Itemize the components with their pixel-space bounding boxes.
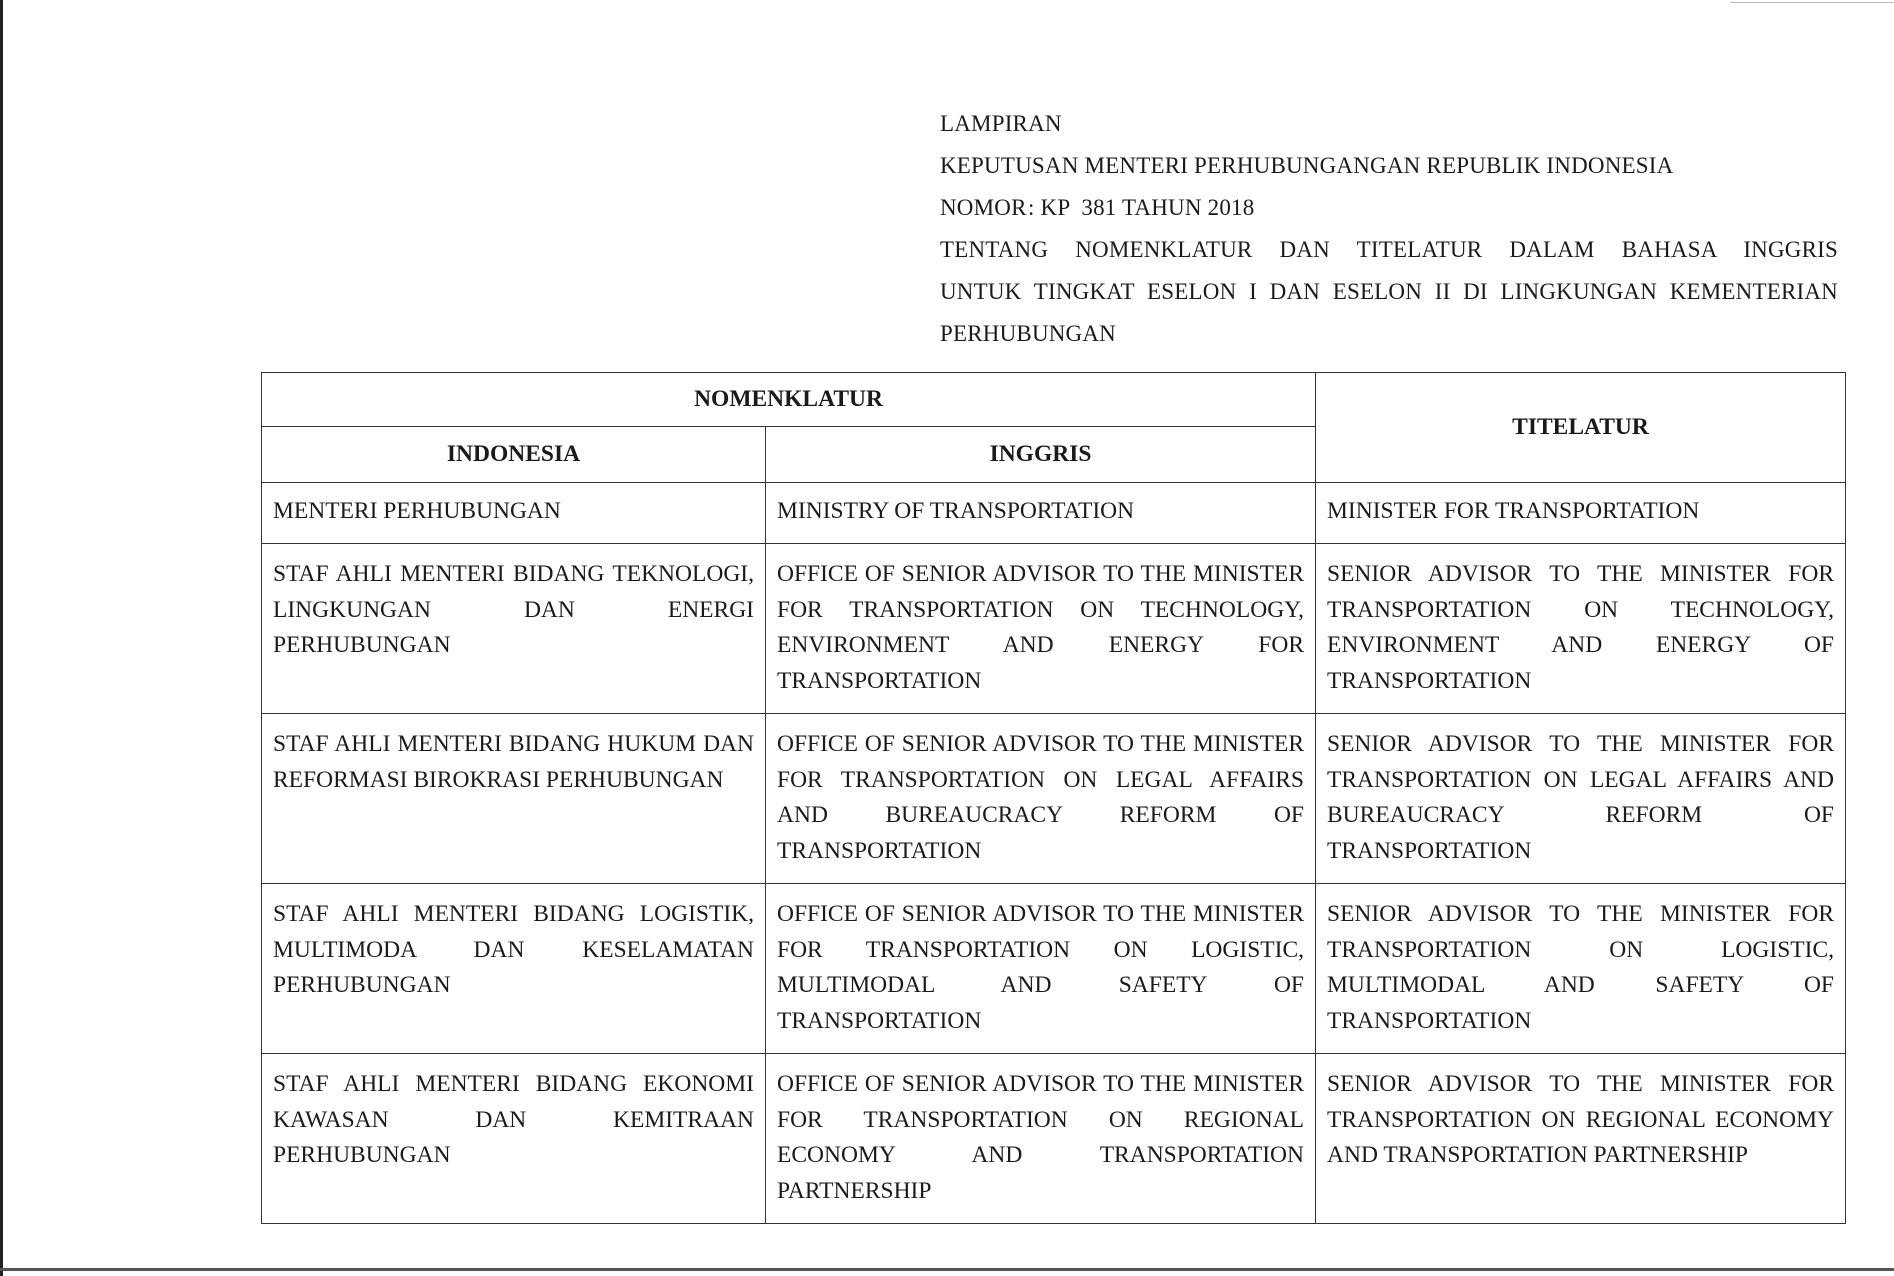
scan-edge-bottom (0, 1268, 1894, 1271)
table-row (262, 884, 1846, 1054)
table-row (262, 1054, 1846, 1224)
cell-text: STAF AHLI MENTERI BIDANG LOGISTIK, MULTIMODA DAN KESELAMATAN PERHUBUNGAN (273, 901, 754, 998)
table-row (262, 544, 1846, 714)
nomor-value: : KP 381 TAHUN 2018 (1028, 195, 1255, 220)
cell-inggris (766, 483, 1316, 544)
document-header (940, 103, 1838, 355)
header-indonesia: INDONESIA (262, 427, 766, 483)
header-inggris: INGGRIS (766, 427, 1316, 483)
cell-inggris (766, 1054, 1316, 1224)
cell-titelatur (1316, 714, 1846, 884)
cell-text: SENIOR ADVISOR TO THE MINISTER FOR TRANSPORTATION ON TECHNOLOGY, ENVIRONMENT AND ENERGY OF TRANSPORTATION (1327, 561, 1834, 694)
cell-text: SENIOR ADVISOR TO THE MINISTER FOR TRANSPORTATION ON REGIONAL ECONOMY AND TRANSPORTATION PARTNERSHIP (1327, 1071, 1834, 1168)
cell-text: MINISTRY OF TRANSPORTATION (777, 498, 1135, 524)
cell-text: OFFICE OF SENIOR ADVISOR TO THE MINISTER FOR TRANSPORTATION ON TECHNOLOGY, ENVIRONMENT AND ENERGY FOR TRANSPORTATION (777, 561, 1304, 694)
cell-text: OFFICE OF SENIOR ADVISOR TO THE MINISTER FOR TRANSPORTATION ON LOGISTIC, MULTIMODAL AND SAFETY OF TRANSPORTATION (777, 901, 1304, 1034)
cell-indonesia (262, 483, 766, 544)
header-nomenklatur: NOMENKLATUR (262, 373, 1316, 427)
header-titelatur: TITELATUR (1316, 373, 1846, 483)
cell-titelatur (1316, 1054, 1846, 1224)
cell-inggris (766, 714, 1316, 884)
cell-inggris (766, 544, 1316, 714)
cell-text: SENIOR ADVISOR TO THE MINISTER FOR TRANSPORTATION ON LOGISTIC, MULTIMODAL AND SAFETY OF TRANSPORTATION (1327, 901, 1834, 1034)
cell-indonesia (262, 544, 766, 714)
nomor-line (940, 187, 1838, 229)
cell-inggris (766, 884, 1316, 1054)
cell-titelatur (1316, 544, 1846, 714)
lampiran-label: LAMPIRAN (940, 111, 1062, 136)
scan-edge-left (0, 0, 3, 1276)
scan-edge-top (1730, 2, 1894, 3)
cell-text: STAF AHLI MENTERI BIDANG HUKUM DAN REFORMASI BIROKRASI PERHUBUNGAN (273, 731, 754, 793)
tentang-line-2: UNTUK TINGKAT ESELON I DAN ESELON II DI LINGKUNGAN KEMENTERIAN (940, 279, 1838, 304)
cell-text: MINISTER FOR TRANSPORTATION (1327, 498, 1700, 524)
cell-indonesia (262, 884, 766, 1054)
cell-titelatur (1316, 884, 1846, 1054)
tentang-line-3: PERHUBUNGAN (940, 321, 1116, 346)
keputusan-title: KEPUTUSAN MENTERI PERHUBUNGANGAN REPUBLIK INDONESIA (940, 153, 1674, 178)
cell-text: OFFICE OF SENIOR ADVISOR TO THE MINISTER FOR TRANSPORTATION ON REGIONAL ECONOMY AND TRANSPORTATION PARTNERSHIP (777, 1071, 1304, 1204)
tentang-line-1: TENTANG NOMENKLATUR DAN TITELATUR DALAM BAHASA INGGRIS (940, 237, 1838, 262)
nomor-label: NOMOR (940, 195, 1027, 220)
cell-text: STAF AHLI MENTERI BIDANG TEKNOLOGI, LINGKUNGAN DAN ENERGI PERHUBUNGAN (273, 561, 754, 658)
cell-text: MENTERI PERHUBUNGAN (273, 498, 561, 524)
table-row (262, 714, 1846, 884)
cell-titelatur (1316, 483, 1846, 544)
cell-text: OFFICE OF SENIOR ADVISOR TO THE MINISTER FOR TRANSPORTATION ON LEGAL AFFAIRS AND BUREAUCRACY REFORM OF TRANSPORTATION (777, 731, 1304, 864)
cell-text: SENIOR ADVISOR TO THE MINISTER FOR TRANSPORTATION ON LEGAL AFFAIRS AND BUREAUCRACY REFORM OF TRANSPORTATION (1327, 731, 1834, 864)
cell-indonesia (262, 1054, 766, 1224)
cell-indonesia (262, 714, 766, 884)
nomenklatur-table (261, 372, 1846, 1224)
cell-text: STAF AHLI MENTERI BIDANG EKONOMI KAWASAN DAN KEMITRAAN PERHUBUNGAN (273, 1071, 754, 1168)
table-row (262, 483, 1846, 544)
